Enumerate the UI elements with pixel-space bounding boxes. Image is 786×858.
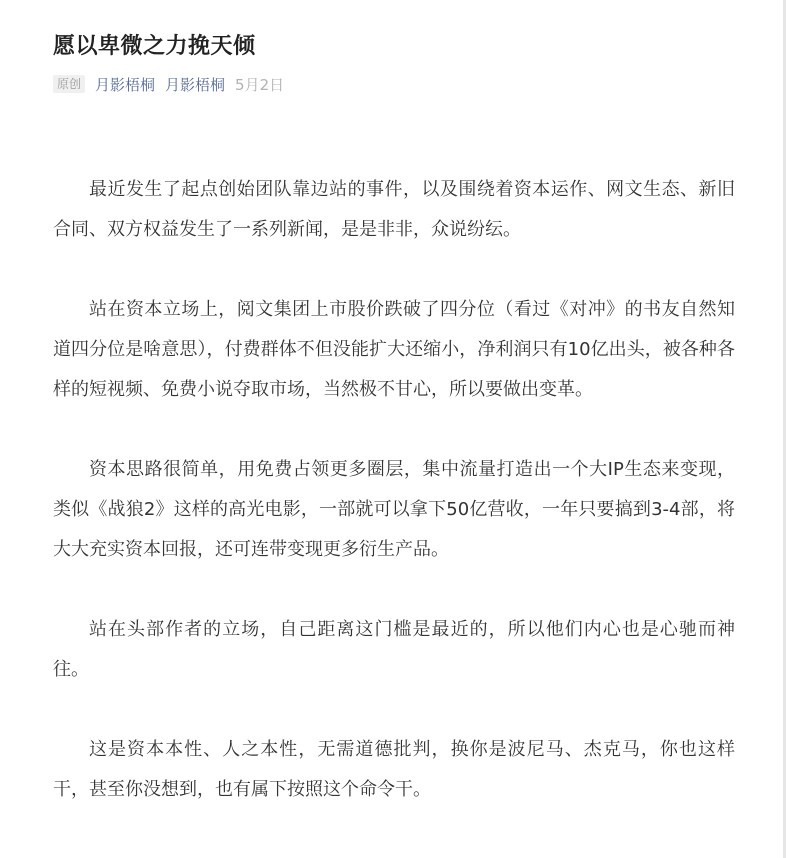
author-link[interactable]: 月影梧桐 xyxy=(95,75,156,94)
article-meta xyxy=(53,74,284,94)
paragraph: 这是资本本性、人之本性，无需道德批判，换你是波尼马、杰克马，你也这样干，甚至你没想到，也有属下按照这个命令干。 xyxy=(53,739,735,800)
paragraph: 站在头部作者的立场，自己距离这门槛是最近的，所以他们内心也是心驰而神往。 xyxy=(53,619,735,680)
paragraph: 最近发生了起点创始团队靠边站的事件，以及围绕着资本运作、网文生态、新旧合同、双方权益发生了一系列新闻，是是非非，众说纷纭。 xyxy=(53,179,735,240)
article-title: 愿以卑微之力挽天倾 xyxy=(53,34,256,59)
paragraph: 资本思路很简单，用免费占领更多圈层，集中流量打造出一个大IP生态来变现，类似《战狼2》这样的高光电影，一部就可以拿下50亿营收，一年只要搞到3-4部，将大大充实资本回报，还可连带变现更多衍生产品。 xyxy=(53,459,735,560)
original-badge: 原创 xyxy=(53,75,85,93)
publish-date: 5月2日 xyxy=(235,75,285,94)
article-body xyxy=(53,170,735,850)
paragraph: 站在资本立场上，阅文集团上市股价跌破了四分位（看过《对冲》的书友自然知道四分位是啥意思），付费群体不但没能扩大还缩小，净利润只有10亿出头，被各种各样的短视频、免费小说夺取市场，当然极不甘心，所以要做出变革。 xyxy=(53,299,735,400)
account-name-link[interactable]: 月影梧桐 xyxy=(165,75,226,94)
